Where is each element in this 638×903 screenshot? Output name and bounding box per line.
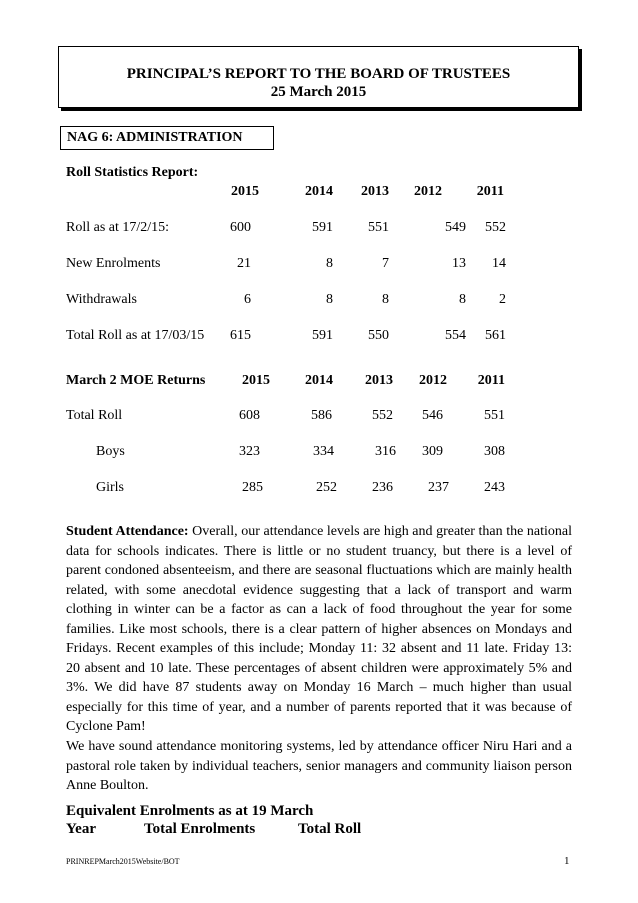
- roll-cell: 13: [452, 256, 466, 271]
- moe-cell: 243: [484, 480, 505, 495]
- roll-cell: 550: [368, 328, 389, 343]
- attendance-heading: Student Attendance:: [66, 524, 189, 539]
- roll-year-header: 2012: [414, 184, 442, 199]
- roll-cell: 600: [230, 220, 251, 235]
- roll-year-header: 2011: [476, 184, 504, 199]
- roll-cell: 8: [382, 292, 389, 307]
- moe-year-header: 2014: [305, 373, 333, 388]
- roll-stats-heading: Roll Statistics Report:: [66, 165, 199, 180]
- roll-cell: 14: [492, 256, 506, 271]
- moe-heading: March 2 MOE Returns: [66, 373, 206, 388]
- roll-year-header: 2013: [361, 184, 389, 199]
- roll-cell: 21: [237, 256, 251, 271]
- roll-cell: 551: [368, 220, 389, 235]
- moe-cell: 252: [316, 480, 337, 495]
- moe-year-header: 2013: [365, 373, 393, 388]
- report-title: PRINCIPAL’S REPORT TO THE BOARD OF TRUSTEES: [126, 66, 511, 82]
- attendance-paragraph-2: We have sound attendance monitoring systems, led by attendance officer Niru Hari and a pastoral role taken by individual teachers, senior managers and community liaison person Anne Boulton.: [66, 739, 572, 793]
- moe-row-label: Total Roll: [66, 408, 123, 423]
- roll-cell: 549: [445, 220, 466, 235]
- roll-cell: 591: [312, 328, 333, 343]
- roll-cell: 561: [485, 328, 506, 343]
- moe-row-label: Girls: [96, 480, 124, 495]
- attendance-paragraph: [66, 522, 572, 737]
- page-number: 1: [564, 855, 570, 867]
- moe-cell: 285: [242, 480, 263, 495]
- roll-cell: 2: [499, 292, 506, 307]
- roll-row-label: Roll as at 17/2/15:: [66, 220, 170, 235]
- moe-year-header: 2011: [477, 373, 505, 388]
- roll-year-header: 2014: [305, 184, 333, 199]
- roll-cell: 552: [485, 220, 506, 235]
- roll-cell: 8: [326, 256, 333, 271]
- equivalent-col-total-enrolments: Total Enrolments: [144, 821, 256, 837]
- moe-cell: 551: [484, 408, 505, 423]
- moe-row-label: Boys: [96, 444, 125, 459]
- moe-cell: 546: [422, 408, 443, 423]
- moe-year-header: 2015: [242, 373, 270, 388]
- moe-year-header: 2012: [419, 373, 447, 388]
- equivalent-col-total-roll: Total Roll: [298, 821, 362, 837]
- roll-cell: 615: [230, 328, 251, 343]
- attendance-text: Overall, our attendance levels are high and greater than the national data for schools indicates. There is little or no student truancy, but there is a level of parent condoned absenteeism, and there are seasonal fluctuations which are mainly health related, with some anecdotal evidence suggesting that a lack of transport and warm clothing in winter can be a factor as can a lack of food throughout the year for some families. Like most schools, there is a clear pattern of higher absences on Mondays and Fridays. Recent examples of this include; Monday 11: 32 absent and 11 late. Friday 13: 20 absent and 10 late. These percentages of absent children were approximately 5% and 3%. We did have 87 students away on Monday 16 March – much higher than usual especially for this time of year, and a number of parents reported that it was because of Cyclone Pam!: [66, 524, 572, 734]
- roll-year-header: 2015: [231, 184, 259, 199]
- moe-cell: 323: [239, 444, 260, 459]
- roll-cell: 8: [459, 292, 466, 307]
- moe-cell: 608: [239, 408, 260, 423]
- roll-cell: 6: [244, 292, 251, 307]
- moe-cell: 237: [428, 480, 449, 495]
- moe-cell: 316: [375, 444, 396, 459]
- footer-reference: PRINREPMarch2015Website/BOT: [66, 857, 180, 866]
- roll-cell: 554: [445, 328, 466, 343]
- moe-cell: 236: [372, 480, 393, 495]
- roll-row-label: New Enrolments: [66, 256, 161, 271]
- equivalent-heading: Equivalent Enrolments as at 19 March: [66, 803, 314, 819]
- roll-cell: 8: [326, 292, 333, 307]
- roll-row-label: Total Roll as at 17/03/15: [66, 328, 205, 343]
- moe-cell: 334: [313, 444, 334, 459]
- roll-row-label: Withdrawals: [66, 292, 137, 307]
- section-label: NAG 6: ADMINISTRATION: [60, 126, 274, 150]
- moe-cell: 552: [372, 408, 393, 423]
- roll-cell: 7: [382, 256, 389, 271]
- roll-cell: 591: [312, 220, 333, 235]
- moe-cell: 586: [311, 408, 332, 423]
- moe-cell: 309: [422, 444, 443, 459]
- report-title-box: [58, 46, 579, 108]
- report-date: 25 March 2015: [270, 84, 367, 100]
- moe-cell: 308: [484, 444, 505, 459]
- equivalent-col-year: Year: [66, 821, 96, 837]
